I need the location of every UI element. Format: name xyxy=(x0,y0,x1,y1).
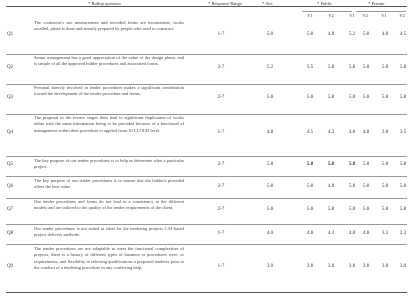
question-id: Q4 xyxy=(7,130,14,135)
question-id: Q7 xyxy=(7,207,14,212)
value-cell: 5.8 xyxy=(399,184,407,189)
value-cell: 5.8 xyxy=(327,95,335,100)
range-cell: 1-7 xyxy=(217,32,225,37)
ave-cell: 5.8 xyxy=(266,207,274,212)
range-cell: 2-7 xyxy=(217,184,225,189)
value-cell: 5.8 xyxy=(348,162,356,167)
value-cell: 5.8 xyxy=(362,184,370,189)
value-cell: 5.8 xyxy=(399,207,407,212)
value-cell: 5.8 xyxy=(327,162,335,167)
value-cell: 5.8 xyxy=(362,162,370,167)
value-cell: 5.8 xyxy=(348,207,356,212)
value-cell: 5.8 xyxy=(348,184,356,189)
value-cell: 4.8 xyxy=(327,32,335,37)
value-cell: 4.8 xyxy=(348,130,356,135)
value-cell: 5.8 xyxy=(381,207,389,212)
question-id: Q3 xyxy=(7,95,14,100)
table-row xyxy=(0,224,413,244)
value-cell: 3.5 xyxy=(399,130,407,135)
range-cell: 1-7 xyxy=(217,231,225,236)
value-cell: 3.8 xyxy=(381,130,389,135)
range-cell: 2-7 xyxy=(217,207,225,212)
question-text: Our tender procedures is not suited or ideal for the tendering projects CAI-based project delivery methods. xyxy=(34,226,184,238)
value-cell: 5.8 xyxy=(306,184,314,189)
value-cell: 4.8 xyxy=(381,32,389,37)
question-id: Q2 xyxy=(7,65,14,70)
value-cell: 4.8 xyxy=(306,231,314,236)
value-cell: 3.3 xyxy=(381,231,389,236)
value-cell: 5.8 xyxy=(327,207,335,212)
private-v3-header: V2 xyxy=(399,13,405,18)
value-cell: 5.8 xyxy=(306,207,314,212)
question-text: The tender procedures are not adaptable to meet the functional complexities of projects, there is a history of different types of business or procedures were, or requirements, and flexibility in selecting qualifications a proposed tenderer prior to the conduct of a tendering procedure in any conferring help. xyxy=(34,246,184,270)
value-cell: 5.8 xyxy=(348,95,356,100)
value-cell: 5.8 xyxy=(399,65,407,70)
question-text: Senior management has a good appreciation of the value of the design phase, and is simple of all the approved bidder procedures and associated forms. xyxy=(34,55,184,67)
value-cell: 5.5 xyxy=(306,65,314,70)
range-cell: 1-7 xyxy=(217,264,225,269)
value-cell: 3.8 xyxy=(381,264,389,269)
header-ave: * Ave xyxy=(262,1,273,6)
private-v1-header: V2 xyxy=(362,13,368,18)
value-cell: 4.3 xyxy=(327,130,335,135)
value-cell: 5.8 xyxy=(362,95,370,100)
header-private: * Private xyxy=(368,1,385,6)
question-id: Q5 xyxy=(7,162,14,167)
table-row xyxy=(0,18,413,54)
value-cell: 4.3 xyxy=(327,231,335,236)
header-public: * Public xyxy=(317,1,333,6)
question-id: Q1 xyxy=(7,32,14,37)
public-v3-header: V1 xyxy=(349,13,355,18)
table-row xyxy=(0,156,413,176)
value-cell: 3.8 xyxy=(362,264,370,269)
ave-cell: 5.0 xyxy=(266,32,274,37)
table-bottom-rule xyxy=(6,292,407,293)
header-range: * Response Range xyxy=(208,1,242,6)
question-text: Our tender procedures and forms do not lead to a consistency in the different models and are tailored to the quality of the tender requirements of the client. xyxy=(34,199,184,211)
value-cell: 5.8 xyxy=(306,95,314,100)
table-row xyxy=(0,54,413,84)
ave-cell: 5.8 xyxy=(266,184,274,189)
range-cell: 2-7 xyxy=(217,95,225,100)
private-v2-header: V1 xyxy=(381,13,387,18)
value-cell: 5.8 xyxy=(381,65,389,70)
public-v2-header: V2 xyxy=(328,13,334,18)
question-id: Q9 xyxy=(7,264,14,269)
value-cell: 5.8 xyxy=(381,162,389,167)
question-text: The proposal in the review stages does lead to significant duplication of works either with the same information being to be provided because of a functional of management within their procedure to applied from 10 CLOUD level. xyxy=(34,115,184,133)
value-cell: 4.8 xyxy=(362,231,370,236)
question-text: The contractor's site measurement and recorded forms are inconsistent, works recalled, phase is done and smartly prepared by people who used to construct. xyxy=(34,20,184,32)
value-cell: 5.8 xyxy=(362,207,370,212)
value-cell: 3.8 xyxy=(306,264,314,269)
range-cell: 2-7 xyxy=(217,162,225,167)
value-cell: 5.2 xyxy=(348,32,356,37)
value-cell: 5.8 xyxy=(399,95,407,100)
value-cell: 5.8 xyxy=(306,32,314,37)
ave-cell: 4.8 xyxy=(266,130,274,135)
value-cell: 3.8 xyxy=(348,264,356,269)
table-row xyxy=(0,114,413,156)
question-id: Q8 xyxy=(7,231,14,236)
value-cell: 4.8 xyxy=(348,231,356,236)
private-group-rule xyxy=(356,11,406,12)
public-group-rule xyxy=(302,11,352,12)
value-cell: 5.8 xyxy=(381,184,389,189)
ave-cell: 5.2 xyxy=(266,65,274,70)
value-cell: 5.8 xyxy=(327,65,335,70)
public-v1-header: V1 xyxy=(307,13,313,18)
question-id: Q6 xyxy=(7,184,14,189)
value-cell: 5.8 xyxy=(306,162,314,167)
value-cell: 5.8 xyxy=(381,95,389,100)
ave-cell: 4.0 xyxy=(266,231,274,236)
table-row xyxy=(0,176,413,198)
question-text: The key purpose of our tender procedures is to help us determine what a particular project. xyxy=(34,158,184,170)
value-cell: 4.8 xyxy=(362,130,370,135)
value-cell: 3.0 xyxy=(399,264,407,269)
table-top-rule xyxy=(6,6,407,7)
header-statement: * Bulkip question xyxy=(88,1,121,6)
question-text: Personal directly involved in tender procedures makes a significant contribution toward the development of the tender procedure and forms. xyxy=(34,85,184,97)
value-cell: 2.3 xyxy=(399,231,407,236)
value-cell: 4.5 xyxy=(399,32,407,37)
value-cell: 4.8 xyxy=(327,184,335,189)
value-cell: 5.8 xyxy=(362,65,370,70)
table-row xyxy=(0,198,413,224)
question-text: The key purpose of our tender procedures is to ensure that the bidder's provided offers the best value. xyxy=(34,178,184,190)
value-cell: 5.8 xyxy=(362,32,370,37)
ave-cell: 5.8 xyxy=(266,95,274,100)
range-cell: 2-7 xyxy=(217,65,225,70)
value-cell: 5.8 xyxy=(348,65,356,70)
range-cell: 1-7 xyxy=(217,130,225,135)
ave-cell: 5.8 xyxy=(266,162,274,167)
value-cell: 5.8 xyxy=(399,162,407,167)
value-cell: 3.8 xyxy=(327,264,335,269)
ave-cell: 3.0 xyxy=(266,264,274,269)
table-row xyxy=(0,244,413,292)
table-row xyxy=(0,84,413,114)
value-cell: 4.5 xyxy=(306,130,314,135)
